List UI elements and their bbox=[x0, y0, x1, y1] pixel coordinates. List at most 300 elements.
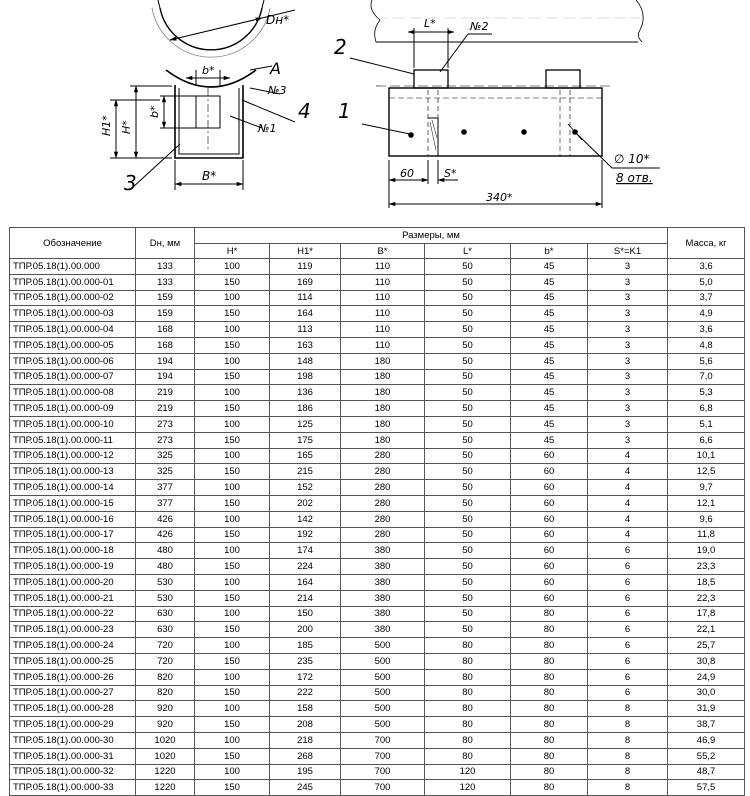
cell-s: 8 bbox=[588, 748, 668, 764]
cell-s: 3 bbox=[588, 337, 668, 353]
cell-h: 100 bbox=[195, 638, 270, 654]
table-row bbox=[10, 606, 745, 622]
cell-s: 3 bbox=[588, 290, 668, 306]
table-row bbox=[10, 685, 745, 701]
cell-designation: ТПР.05.18(1).00.000-02 bbox=[10, 290, 136, 306]
label-n1: №1 bbox=[258, 122, 277, 135]
table-row bbox=[10, 717, 745, 733]
cell-h: 100 bbox=[195, 732, 270, 748]
cell-b-upper: 110 bbox=[341, 337, 425, 353]
cell-mass: 3,6 bbox=[668, 259, 745, 275]
cell-designation: ТПР.05.18(1).00.000-28 bbox=[10, 701, 136, 717]
cell-h1: 152 bbox=[270, 480, 341, 496]
cell-b-lower: 60 bbox=[511, 543, 588, 559]
cell-mass: 55,2 bbox=[668, 748, 745, 764]
cell-b-lower: 60 bbox=[511, 590, 588, 606]
table-row bbox=[10, 653, 745, 669]
cell-l: 50 bbox=[425, 590, 511, 606]
cell-h1: 113 bbox=[270, 322, 341, 338]
cell-h1: 158 bbox=[270, 701, 341, 717]
cell-mass: 31,9 bbox=[668, 701, 745, 717]
label-s: S* bbox=[444, 167, 457, 180]
cell-designation: ТПР.05.18(1).00.000-32 bbox=[10, 764, 136, 780]
table-row bbox=[10, 748, 745, 764]
cell-h: 150 bbox=[195, 622, 270, 638]
cell-s: 6 bbox=[588, 606, 668, 622]
cell-designation: ТПР.05.18(1).00.000-09 bbox=[10, 401, 136, 417]
cell-s: 4 bbox=[588, 464, 668, 480]
cell-b-upper: 110 bbox=[341, 259, 425, 275]
cell-dn: 426 bbox=[136, 527, 195, 543]
cell-l: 80 bbox=[425, 748, 511, 764]
cell-s: 4 bbox=[588, 495, 668, 511]
cell-b-upper: 180 bbox=[341, 432, 425, 448]
cell-designation: ТПР.05.18(1).00.000-14 bbox=[10, 480, 136, 496]
cell-s: 8 bbox=[588, 780, 668, 796]
cell-dn: 194 bbox=[136, 369, 195, 385]
cell-h1: 200 bbox=[270, 622, 341, 638]
cell-b-lower: 45 bbox=[511, 353, 588, 369]
cell-dn: 168 bbox=[136, 322, 195, 338]
cell-h1: 148 bbox=[270, 353, 341, 369]
cell-b-upper: 180 bbox=[341, 401, 425, 417]
cell-b-lower: 60 bbox=[511, 480, 588, 496]
cell-b-lower: 80 bbox=[511, 638, 588, 654]
cell-h1: 163 bbox=[270, 337, 341, 353]
cell-b-upper: 500 bbox=[341, 717, 425, 733]
cell-h: 100 bbox=[195, 353, 270, 369]
cell-b-lower: 45 bbox=[511, 385, 588, 401]
cell-designation: ТПР.05.18(1).00.000-24 bbox=[10, 638, 136, 654]
cell-s: 6 bbox=[588, 574, 668, 590]
cell-s: 8 bbox=[588, 764, 668, 780]
cell-b-lower: 45 bbox=[511, 259, 588, 275]
cell-l: 50 bbox=[425, 401, 511, 417]
cell-dn: 820 bbox=[136, 685, 195, 701]
cell-designation: ТПР.05.18(1).00.000-25 bbox=[10, 653, 136, 669]
cell-l: 50 bbox=[425, 306, 511, 322]
cell-b-lower: 80 bbox=[511, 622, 588, 638]
cell-dn: 530 bbox=[136, 574, 195, 590]
cell-designation: ТПР.05.18(1).00.000 bbox=[10, 259, 136, 275]
cell-designation: ТПР.05.18(1).00.000-15 bbox=[10, 495, 136, 511]
cell-dn: 630 bbox=[136, 622, 195, 638]
header-designation: Обозначение bbox=[10, 228, 136, 259]
cell-l: 50 bbox=[425, 480, 511, 496]
cell-b-upper: 280 bbox=[341, 527, 425, 543]
cell-b-upper: 500 bbox=[341, 701, 425, 717]
header-b-lower: b* bbox=[511, 244, 588, 259]
cell-b-lower: 80 bbox=[511, 685, 588, 701]
cell-s: 4 bbox=[588, 527, 668, 543]
cell-designation: ТПР.05.18(1).00.000-05 bbox=[10, 337, 136, 353]
label-b-top: b* bbox=[202, 64, 215, 77]
cell-h: 150 bbox=[195, 306, 270, 322]
cell-l: 50 bbox=[425, 322, 511, 338]
cell-designation: ТПР.05.18(1).00.000-11 bbox=[10, 432, 136, 448]
cell-h1: 136 bbox=[270, 385, 341, 401]
header-l: L* bbox=[425, 244, 511, 259]
cell-s: 6 bbox=[588, 653, 668, 669]
cell-b-upper: 500 bbox=[341, 653, 425, 669]
cell-b-lower: 45 bbox=[511, 290, 588, 306]
cell-b-lower: 80 bbox=[511, 748, 588, 764]
cell-designation: ТПР.05.18(1).00.000-17 bbox=[10, 527, 136, 543]
cell-mass: 6,8 bbox=[668, 401, 745, 417]
cell-mass: 3,7 bbox=[668, 290, 745, 306]
cell-b-lower: 80 bbox=[511, 732, 588, 748]
cell-h: 100 bbox=[195, 416, 270, 432]
cell-h: 100 bbox=[195, 574, 270, 590]
cell-s: 6 bbox=[588, 559, 668, 575]
cell-l: 80 bbox=[425, 638, 511, 654]
cell-h: 150 bbox=[195, 653, 270, 669]
cell-l: 50 bbox=[425, 290, 511, 306]
cell-mass: 12,5 bbox=[668, 464, 745, 480]
table-row bbox=[10, 448, 745, 464]
cell-mass: 6,6 bbox=[668, 432, 745, 448]
cell-dn: 273 bbox=[136, 432, 195, 448]
cell-b-lower: 45 bbox=[511, 274, 588, 290]
header-h1: H1* bbox=[270, 244, 341, 259]
cell-h1: 202 bbox=[270, 495, 341, 511]
cell-b-upper: 280 bbox=[341, 448, 425, 464]
cell-h1: 222 bbox=[270, 685, 341, 701]
cell-s: 3 bbox=[588, 353, 668, 369]
cell-s: 3 bbox=[588, 259, 668, 275]
table-row bbox=[10, 543, 745, 559]
cell-l: 50 bbox=[425, 448, 511, 464]
label-hole-count: 8 отв. bbox=[616, 171, 653, 185]
cell-h: 100 bbox=[195, 448, 270, 464]
cell-dn: 377 bbox=[136, 480, 195, 496]
table-row bbox=[10, 764, 745, 780]
cell-h1: 218 bbox=[270, 732, 341, 748]
cell-designation: ТПР.05.18(1).00.000-27 bbox=[10, 685, 136, 701]
header-b-upper: B* bbox=[341, 244, 425, 259]
cell-l: 50 bbox=[425, 432, 511, 448]
table-row bbox=[10, 290, 745, 306]
cell-h: 150 bbox=[195, 590, 270, 606]
cell-dn: 194 bbox=[136, 353, 195, 369]
cell-b-lower: 60 bbox=[511, 495, 588, 511]
cell-mass: 30,0 bbox=[668, 685, 745, 701]
cell-s: 8 bbox=[588, 701, 668, 717]
cell-designation: ТПР.05.18(1).00.000-23 bbox=[10, 622, 136, 638]
cell-h1: 195 bbox=[270, 764, 341, 780]
cell-designation: ТПР.05.18(1).00.000-30 bbox=[10, 732, 136, 748]
cell-designation: ТПР.05.18(1).00.000-20 bbox=[10, 574, 136, 590]
cell-mass: 11,8 bbox=[668, 527, 745, 543]
cell-h1: 192 bbox=[270, 527, 341, 543]
cell-b-lower: 60 bbox=[511, 511, 588, 527]
specification-table bbox=[9, 227, 745, 796]
cell-h1: 198 bbox=[270, 369, 341, 385]
cell-l: 50 bbox=[425, 337, 511, 353]
cell-l: 80 bbox=[425, 701, 511, 717]
cell-designation: ТПР.05.18(1).00.000-22 bbox=[10, 606, 136, 622]
cell-s: 6 bbox=[588, 543, 668, 559]
cell-mass: 38,7 bbox=[668, 717, 745, 733]
cell-b-lower: 45 bbox=[511, 322, 588, 338]
cell-h1: 125 bbox=[270, 416, 341, 432]
table-row bbox=[10, 401, 745, 417]
cell-s: 6 bbox=[588, 622, 668, 638]
technical-drawing bbox=[0, 0, 750, 222]
cell-dn: 530 bbox=[136, 590, 195, 606]
table-row bbox=[10, 669, 745, 685]
cell-b-upper: 280 bbox=[341, 511, 425, 527]
label-hole-diameter: ∅ 10* bbox=[614, 152, 650, 166]
table-row bbox=[10, 385, 745, 401]
table-row bbox=[10, 480, 745, 496]
cell-h: 150 bbox=[195, 495, 270, 511]
cell-mass: 48,7 bbox=[668, 764, 745, 780]
table-row bbox=[10, 638, 745, 654]
table-row bbox=[10, 274, 745, 290]
cell-s: 6 bbox=[588, 638, 668, 654]
cell-designation: ТПР.05.18(1).00.000-12 bbox=[10, 448, 136, 464]
cell-h: 100 bbox=[195, 480, 270, 496]
cell-designation: ТПР.05.18(1).00.000-01 bbox=[10, 274, 136, 290]
label-pos-2: 2 bbox=[334, 35, 347, 59]
cell-dn: 325 bbox=[136, 448, 195, 464]
cell-s: 4 bbox=[588, 511, 668, 527]
cell-h1: 119 bbox=[270, 259, 341, 275]
label-l: L* bbox=[424, 17, 436, 30]
cell-b-lower: 60 bbox=[511, 527, 588, 543]
cell-dn: 426 bbox=[136, 511, 195, 527]
cell-h: 150 bbox=[195, 369, 270, 385]
cell-dn: 159 bbox=[136, 290, 195, 306]
cell-h1: 169 bbox=[270, 274, 341, 290]
cell-designation: ТПР.05.18(1).00.000-31 bbox=[10, 748, 136, 764]
cell-h1: 165 bbox=[270, 448, 341, 464]
cell-h: 100 bbox=[195, 701, 270, 717]
cell-h1: 215 bbox=[270, 464, 341, 480]
cell-b-lower: 80 bbox=[511, 717, 588, 733]
cell-h: 100 bbox=[195, 543, 270, 559]
cell-s: 8 bbox=[588, 717, 668, 733]
table-row bbox=[10, 353, 745, 369]
cell-l: 50 bbox=[425, 464, 511, 480]
cell-h: 150 bbox=[195, 748, 270, 764]
cell-h: 100 bbox=[195, 511, 270, 527]
cell-b-upper: 280 bbox=[341, 464, 425, 480]
label-b-side: b* bbox=[148, 105, 161, 118]
table-row bbox=[10, 432, 745, 448]
cell-h: 100 bbox=[195, 290, 270, 306]
cell-s: 3 bbox=[588, 416, 668, 432]
cell-b-upper: 380 bbox=[341, 559, 425, 575]
cell-h1: 268 bbox=[270, 748, 341, 764]
cell-s: 3 bbox=[588, 432, 668, 448]
cell-dn: 377 bbox=[136, 495, 195, 511]
cell-dn: 630 bbox=[136, 606, 195, 622]
cell-mass: 25,7 bbox=[668, 638, 745, 654]
label-340: 340* bbox=[486, 191, 513, 204]
cell-dn: 1220 bbox=[136, 764, 195, 780]
cell-mass: 5,3 bbox=[668, 385, 745, 401]
cell-mass: 9,6 bbox=[668, 511, 745, 527]
cell-b-lower: 45 bbox=[511, 416, 588, 432]
cell-b-upper: 180 bbox=[341, 416, 425, 432]
label-pos-1: 1 bbox=[338, 99, 351, 123]
label-n2: №2 bbox=[470, 20, 489, 33]
cell-h: 100 bbox=[195, 764, 270, 780]
cell-mass: 5,1 bbox=[668, 416, 745, 432]
cell-mass: 10,1 bbox=[668, 448, 745, 464]
cell-b-upper: 500 bbox=[341, 685, 425, 701]
cell-b-upper: 380 bbox=[341, 622, 425, 638]
cell-s: 8 bbox=[588, 732, 668, 748]
cell-mass: 22,1 bbox=[668, 622, 745, 638]
cell-designation: ТПР.05.18(1).00.000-33 bbox=[10, 780, 136, 796]
cell-designation: ТПР.05.18(1).00.000-07 bbox=[10, 369, 136, 385]
cell-l: 80 bbox=[425, 653, 511, 669]
table-row bbox=[10, 322, 745, 338]
cell-designation: ТПР.05.18(1).00.000-26 bbox=[10, 669, 136, 685]
cell-b-lower: 60 bbox=[511, 574, 588, 590]
cell-l: 50 bbox=[425, 495, 511, 511]
cell-mass: 4,8 bbox=[668, 337, 745, 353]
cell-l: 80 bbox=[425, 685, 511, 701]
cell-dn: 219 bbox=[136, 401, 195, 417]
cell-h: 150 bbox=[195, 717, 270, 733]
cell-h: 100 bbox=[195, 669, 270, 685]
cell-designation: ТПР.05.18(1).00.000-18 bbox=[10, 543, 136, 559]
cell-mass: 57,5 bbox=[668, 780, 745, 796]
cell-l: 50 bbox=[425, 385, 511, 401]
cell-dn: 820 bbox=[136, 669, 195, 685]
cell-designation: ТПР.05.18(1).00.000-21 bbox=[10, 590, 136, 606]
cell-b-lower: 45 bbox=[511, 369, 588, 385]
cell-b-lower: 80 bbox=[511, 653, 588, 669]
cell-h1: 172 bbox=[270, 669, 341, 685]
cell-s: 3 bbox=[588, 274, 668, 290]
cell-designation: ТПР.05.18(1).00.000-03 bbox=[10, 306, 136, 322]
cell-h: 150 bbox=[195, 337, 270, 353]
cell-l: 50 bbox=[425, 259, 511, 275]
cell-mass: 9,7 bbox=[668, 480, 745, 496]
cell-s: 6 bbox=[588, 685, 668, 701]
label-60: 60 bbox=[400, 167, 414, 180]
label-h: H* bbox=[120, 120, 133, 134]
cell-h: 100 bbox=[195, 385, 270, 401]
cell-b-upper: 110 bbox=[341, 306, 425, 322]
cell-mass: 24,9 bbox=[668, 669, 745, 685]
cell-b-lower: 60 bbox=[511, 464, 588, 480]
cell-s: 3 bbox=[588, 306, 668, 322]
table-body bbox=[10, 259, 745, 796]
cell-s: 3 bbox=[588, 401, 668, 417]
cell-l: 50 bbox=[425, 527, 511, 543]
cell-dn: 480 bbox=[136, 543, 195, 559]
cell-l: 80 bbox=[425, 732, 511, 748]
cell-dn: 133 bbox=[136, 274, 195, 290]
cell-h1: 245 bbox=[270, 780, 341, 796]
cell-designation: ТПР.05.18(1).00.000-13 bbox=[10, 464, 136, 480]
cell-l: 80 bbox=[425, 669, 511, 685]
cell-designation: ТПР.05.18(1).00.000-29 bbox=[10, 717, 136, 733]
cell-mass: 23,3 bbox=[668, 559, 745, 575]
cell-b-lower: 60 bbox=[511, 559, 588, 575]
cell-h: 100 bbox=[195, 606, 270, 622]
cell-dn: 159 bbox=[136, 306, 195, 322]
cell-s: 4 bbox=[588, 448, 668, 464]
cell-mass: 12,1 bbox=[668, 495, 745, 511]
cell-b-lower: 45 bbox=[511, 432, 588, 448]
cell-b-upper: 700 bbox=[341, 764, 425, 780]
cell-h1: 150 bbox=[270, 606, 341, 622]
cell-b-upper: 380 bbox=[341, 606, 425, 622]
cell-h1: 164 bbox=[270, 574, 341, 590]
cell-dn: 1020 bbox=[136, 748, 195, 764]
header-dn: Dн, мм bbox=[136, 228, 195, 259]
cell-mass: 46,9 bbox=[668, 732, 745, 748]
cell-b-upper: 380 bbox=[341, 574, 425, 590]
cell-h: 150 bbox=[195, 527, 270, 543]
cell-s: 6 bbox=[588, 669, 668, 685]
cell-s: 3 bbox=[588, 385, 668, 401]
label-b-bottom: B* bbox=[202, 169, 217, 183]
cell-b-lower: 80 bbox=[511, 669, 588, 685]
cell-b-lower: 60 bbox=[511, 448, 588, 464]
cell-designation: ТПР.05.18(1).00.000-04 bbox=[10, 322, 136, 338]
cell-dn: 920 bbox=[136, 701, 195, 717]
cell-b-upper: 110 bbox=[341, 322, 425, 338]
cell-s: 3 bbox=[588, 369, 668, 385]
cell-mass: 5,6 bbox=[668, 353, 745, 369]
cell-dn: 480 bbox=[136, 559, 195, 575]
cell-designation: ТПР.05.18(1).00.000-10 bbox=[10, 416, 136, 432]
cell-b-lower: 45 bbox=[511, 337, 588, 353]
cell-b-lower: 80 bbox=[511, 701, 588, 717]
label-a: A bbox=[270, 59, 281, 78]
cell-b-upper: 380 bbox=[341, 543, 425, 559]
cell-b-upper: 380 bbox=[341, 590, 425, 606]
side-view bbox=[350, 0, 660, 208]
cell-dn: 168 bbox=[136, 337, 195, 353]
cell-b-upper: 500 bbox=[341, 638, 425, 654]
cell-l: 50 bbox=[425, 559, 511, 575]
cell-h1: 174 bbox=[270, 543, 341, 559]
table-row bbox=[10, 416, 745, 432]
cell-s: 6 bbox=[588, 590, 668, 606]
table-row bbox=[10, 511, 745, 527]
table-row bbox=[10, 527, 745, 543]
cell-dn: 273 bbox=[136, 416, 195, 432]
cell-mass: 4,9 bbox=[668, 306, 745, 322]
cell-b-upper: 180 bbox=[341, 353, 425, 369]
table-row bbox=[10, 337, 745, 353]
cell-h1: 208 bbox=[270, 717, 341, 733]
cell-b-upper: 110 bbox=[341, 274, 425, 290]
cell-mass: 30,8 bbox=[668, 653, 745, 669]
header-mass: Масса, кг bbox=[668, 228, 745, 259]
cell-h: 150 bbox=[195, 559, 270, 575]
cell-b-upper: 700 bbox=[341, 748, 425, 764]
cell-b-upper: 280 bbox=[341, 495, 425, 511]
table-row bbox=[10, 574, 745, 590]
header-h: H* bbox=[195, 244, 270, 259]
label-h1: H1* bbox=[100, 115, 113, 136]
cell-b-upper: 700 bbox=[341, 732, 425, 748]
table-row bbox=[10, 464, 745, 480]
cell-designation: ТПР.05.18(1).00.000-06 bbox=[10, 353, 136, 369]
cell-dn: 720 bbox=[136, 653, 195, 669]
cell-h1: 224 bbox=[270, 559, 341, 575]
